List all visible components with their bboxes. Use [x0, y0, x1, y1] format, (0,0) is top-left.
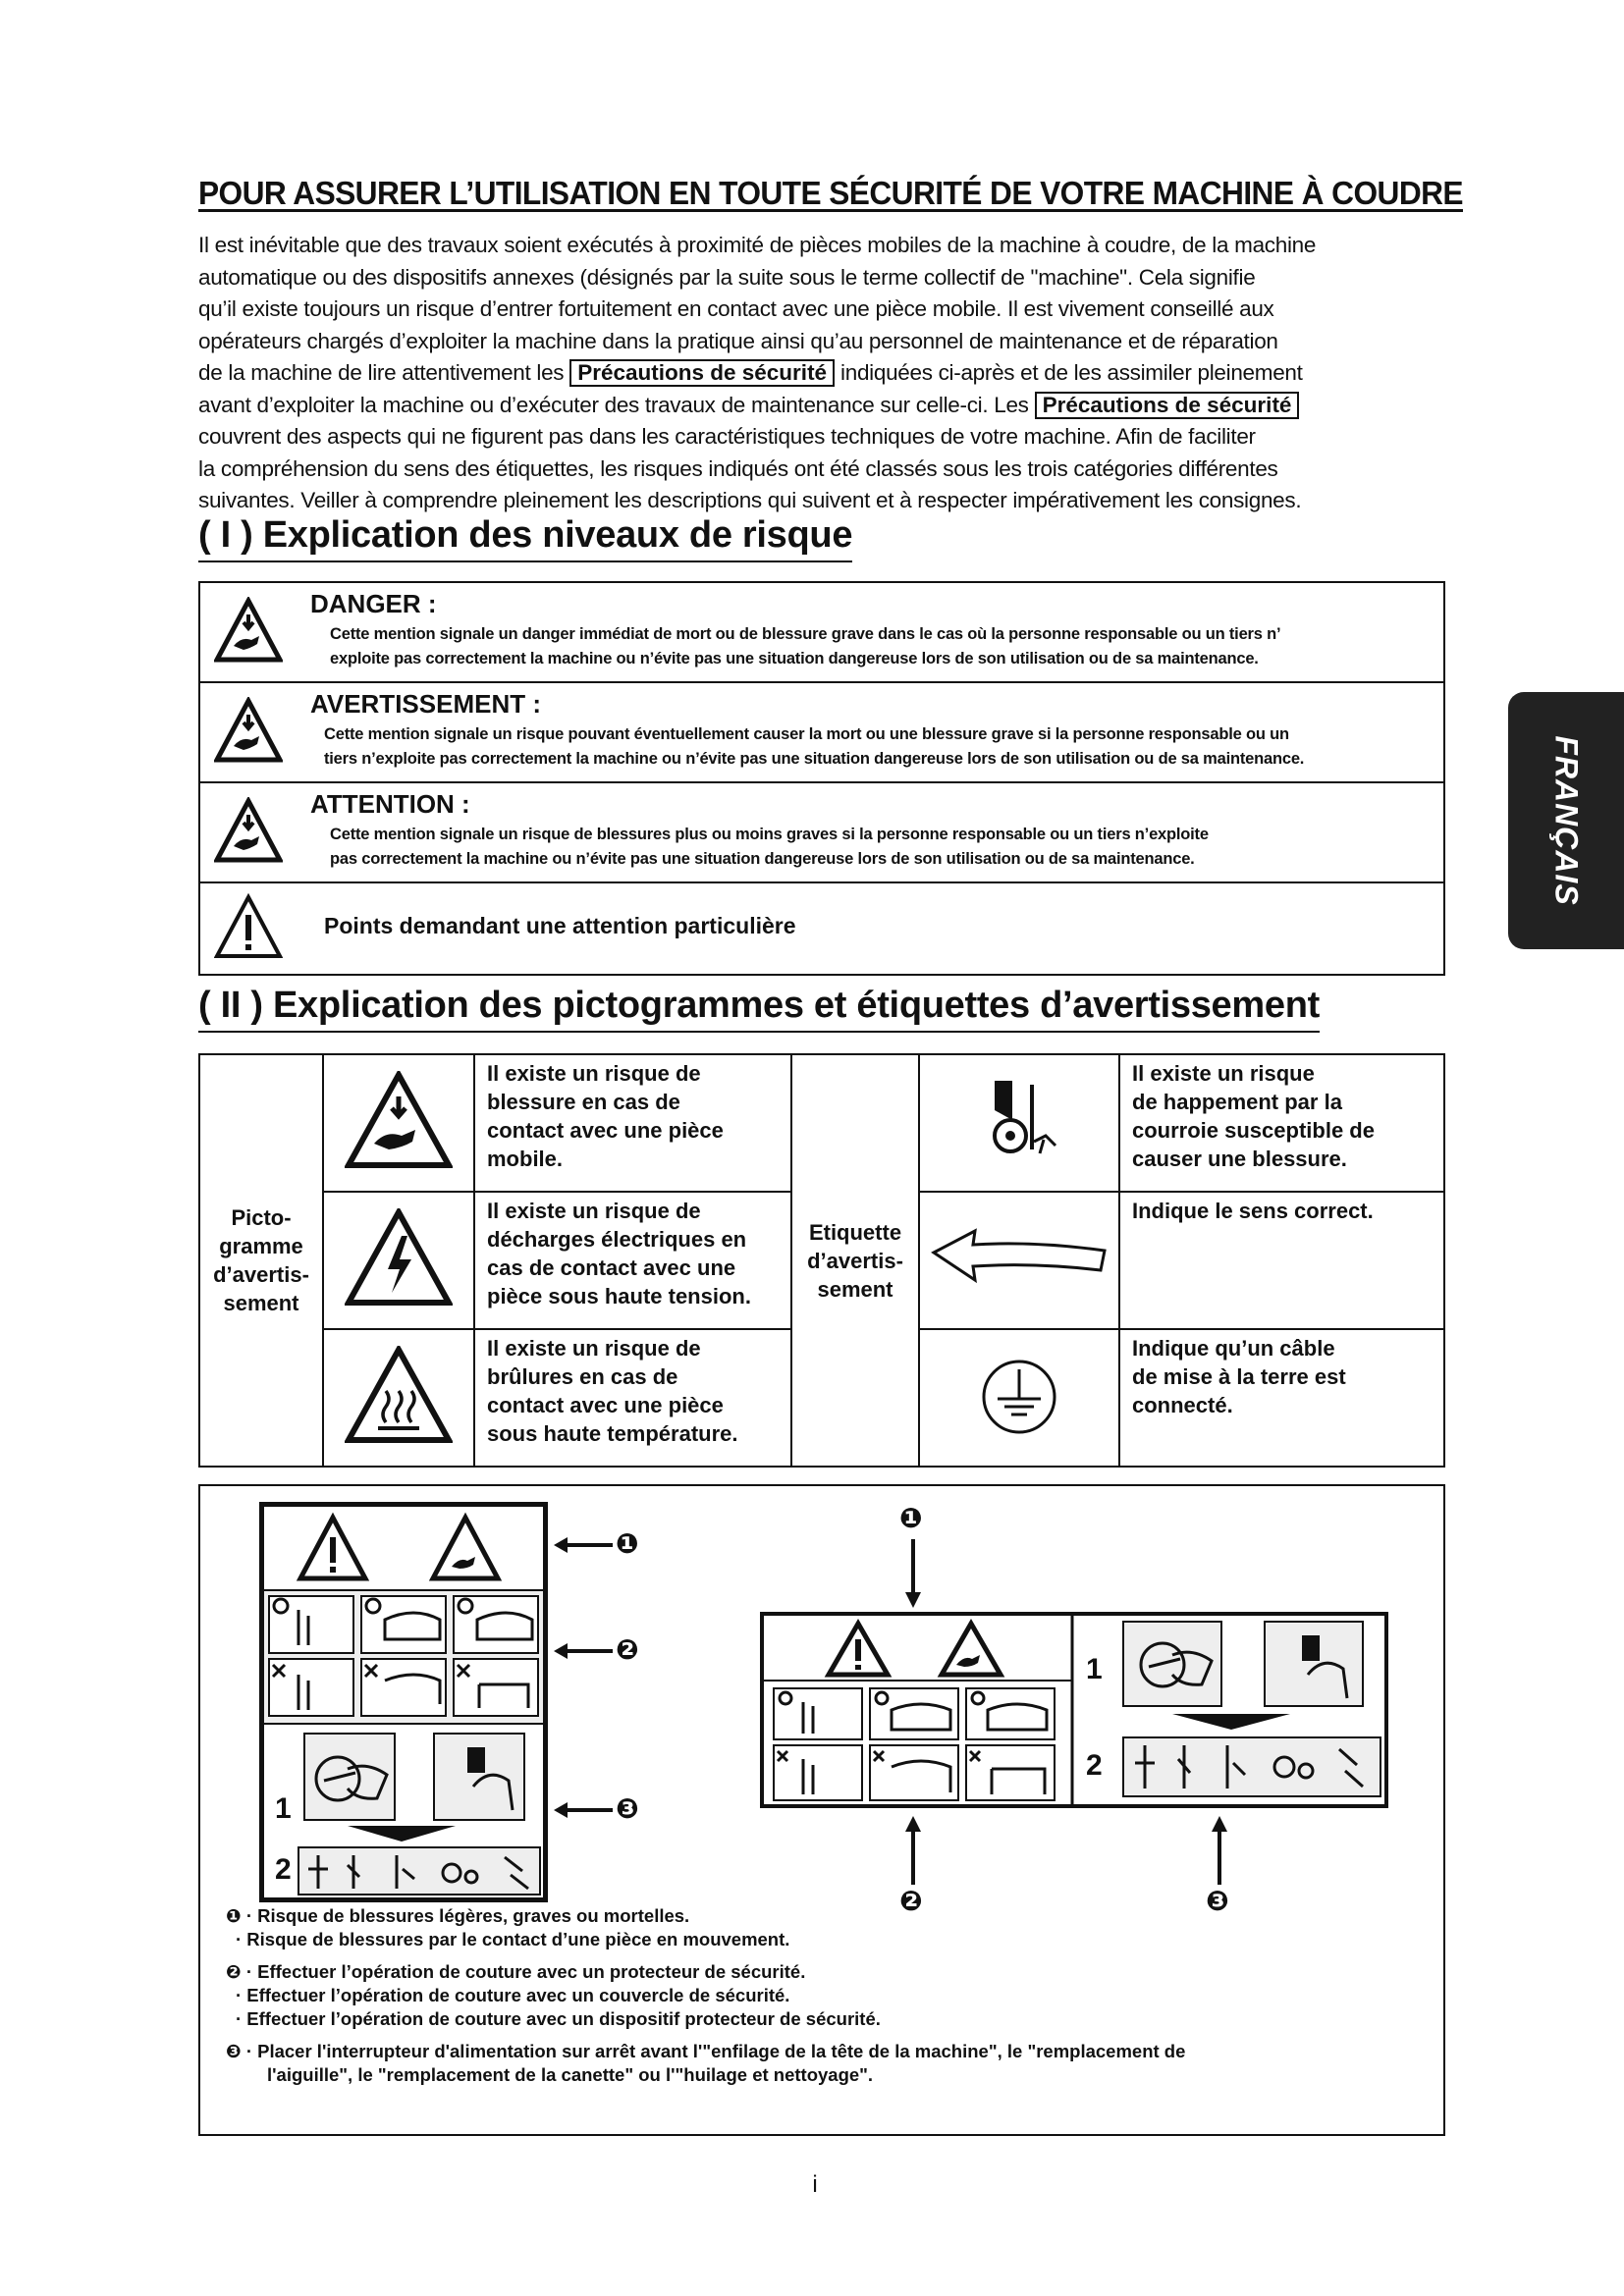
desc-line: sous haute température. — [487, 1421, 738, 1446]
attention-point-text: Points demandant une attention particulière — [324, 913, 796, 938]
intro-line: la compréhension du sens des étiquettes, les risques indiqués ont été classés sous les trois catégories différentes — [198, 455, 1278, 481]
electric-description — [474, 1192, 791, 1329]
intro-line: Il est inévitable que des travaux soient exécutés à proximité de pièces mobiles de la machine à coudre, de la machine — [198, 233, 1317, 257]
section-1-heading — [198, 514, 852, 562]
hand-hazard-warning-icon — [214, 797, 283, 866]
section-2-title: Explication des pictogrammes et étiquettes d’avertissement — [273, 985, 1320, 1026]
desc-line: Cette mention signale un risque de blessures plus ou moins graves si la personne responsable ou un tiers n’exploite — [330, 826, 1209, 843]
hot-surface-icon — [345, 1346, 453, 1444]
label-line: Picto- — [231, 1205, 292, 1230]
label-line: Etiquette — [808, 1219, 902, 1245]
moving-part-pictogram-cell — [323, 1054, 474, 1192]
callout-3: ❸ — [616, 1793, 639, 1824]
safety-precautions-label: Précautions de sécurité — [1035, 392, 1300, 419]
left-step-2-label: 2 — [275, 1853, 292, 1886]
desc-line: mobile. — [487, 1147, 564, 1171]
risk-levels-box — [198, 581, 1445, 976]
desc-line: Indique le sens correct. — [1132, 1199, 1374, 1223]
right-step-1-label: 1 — [1086, 1653, 1103, 1685]
belt-entanglement-icon — [965, 1071, 1073, 1169]
intro-line — [198, 357, 1445, 390]
desc-line: brûlures en cas de — [487, 1364, 678, 1389]
intro-line: opérateurs chargés d’exploiter la machine dans la pratique ainsi qu’au personnel de maintenance et de réparation — [198, 328, 1278, 353]
warning-description — [324, 722, 1424, 772]
warning-label-label — [791, 1054, 919, 1467]
danger-description — [330, 622, 1430, 671]
caution-description — [330, 823, 1430, 872]
high-voltage-icon — [345, 1208, 453, 1307]
intro-paragraph — [198, 230, 1445, 517]
intro-line — [198, 390, 1445, 422]
desc-line: pièce sous haute tension. — [487, 1284, 751, 1308]
left-step-1-label: 1 — [275, 1792, 292, 1825]
intro-line: couvrent des aspects qui ne figurent pas dans les caractéristiques techniques de votre machine. Afin de faciliter — [198, 424, 1256, 449]
desc-line: exploite pas correctement la machine ou n’évite pas une situation dangereuse lors de son utilisation ou de sa maintenance. — [330, 650, 1259, 667]
hand-hazard-warning-icon — [214, 697, 283, 766]
desc-line: décharges électriques en — [487, 1227, 747, 1252]
electric-pictogram-cell — [323, 1192, 474, 1329]
callout-1: ❶ — [899, 1503, 923, 1533]
ground-label-cell — [919, 1329, 1119, 1467]
note-marker: ❸ — [226, 2041, 242, 2061]
label-line: sement — [817, 1276, 893, 1302]
ground-icon — [965, 1346, 1073, 1444]
note-line — [226, 1904, 1424, 1928]
danger-heading: DANGER : — [310, 589, 437, 618]
callout-2: ❷ — [616, 1634, 639, 1665]
page-number: i — [812, 2171, 818, 2198]
language-tab — [1508, 692, 1624, 949]
arrow-left-icon — [554, 1641, 613, 1661]
callout-3: ❸ — [1206, 1886, 1229, 1916]
belt-description — [1119, 1054, 1444, 1192]
section-1-title: Explication des niveaux de risque — [262, 514, 853, 556]
pictogram-table — [198, 1053, 1445, 1468]
warning-heading: AVERTISSEMENT : — [310, 689, 541, 719]
page-title: POUR ASSURER L’UTILISATION EN TOUTE SÉCURITÉ DE VOTRE MACHINE À COUDRE — [198, 175, 1463, 211]
note-text: · Effectuer l’opération de couture avec un protecteur de sécurité. — [245, 1961, 806, 1982]
heat-pictogram-cell — [323, 1329, 474, 1467]
note-marker: ❶ — [226, 1905, 242, 1926]
callout-1: ❶ — [616, 1528, 639, 1559]
note-line — [226, 1960, 1424, 1984]
risk-level-danger — [200, 583, 1443, 683]
moving-part-description — [474, 1054, 791, 1192]
ground-description — [1119, 1329, 1444, 1467]
section-2-heading — [198, 985, 1320, 1033]
belt-label-cell — [919, 1054, 1119, 1192]
intro-text: de la machine de lire attentivement les — [198, 360, 565, 385]
note-text: · Risque de blessures légères, graves ou mortelles. — [245, 1905, 690, 1926]
desc-line: de mise à la terre est — [1132, 1364, 1346, 1389]
exclamation-warning-icon — [214, 893, 283, 962]
arrow-up-icon — [903, 1816, 923, 1885]
note-line — [226, 2007, 1424, 2031]
arrow-left-icon — [554, 1535, 613, 1555]
label-line: d’avertis- — [213, 1262, 309, 1287]
intro-text: avant d’exploiter la machine ou d’exécuter des travaux de maintenance sur celle-ci. Les — [198, 392, 1029, 417]
arrow-down-icon — [903, 1539, 923, 1608]
note-marker: ❷ — [226, 1961, 242, 1982]
section-1-number: ( I ) — [198, 514, 253, 556]
diagram-notes — [226, 1904, 1424, 2087]
direction-arrow-icon — [926, 1223, 1112, 1292]
moving-part-hazard-icon — [345, 1071, 453, 1169]
intro-line: suivantes. Veiller à comprendre pleinement les descriptions qui suivent et à respecter impérativement les consignes. — [198, 488, 1302, 512]
risk-level-warning — [200, 683, 1443, 783]
heat-description — [474, 1329, 791, 1467]
warning-label-diagram — [198, 1484, 1445, 2136]
desc-line: Cette mention signale un risque pouvant éventuellement causer la mort ou une blessure grave si la personne responsable ou un — [324, 725, 1289, 743]
desc-line: cas de contact avec une — [487, 1255, 736, 1280]
section-2-number: ( II ) — [198, 985, 263, 1026]
desc-line: pas correctement la machine ou n’évite pas une situation dangereuse lors de son utilisation ou de sa maintenance. — [330, 850, 1195, 868]
note-text: · Placer l'interrupteur d'alimentation sur arrêt avant l'"enfilage de la tête de la machine", le "remplacement de — [245, 2041, 1186, 2061]
warning-label-right-illustration — [760, 1612, 1388, 1808]
direction-description — [1119, 1192, 1444, 1329]
arrow-left-icon — [554, 1800, 613, 1820]
caution-heading: ATTENTION : — [310, 789, 470, 819]
note-text: · Effectuer l’opération de couture avec un dispositif protecteur de sécurité. — [236, 2008, 881, 2029]
hand-hazard-warning-icon — [214, 597, 283, 666]
desc-line: tiers n’exploite pas correctement la machine ou n’évite pas une situation dangereuse lors de son utilisation ou de sa maintenance. — [324, 750, 1305, 768]
direction-label-cell — [919, 1192, 1119, 1329]
risk-level-attention-point — [200, 883, 1443, 976]
language-tab-label: FRANÇAIS — [1548, 735, 1585, 906]
desc-line: Il existe un risque de — [487, 1336, 701, 1361]
desc-line: connecté. — [1132, 1393, 1233, 1417]
right-step-2-label: 2 — [1086, 1749, 1103, 1782]
note-text: l'aiguille", le "remplacement de la canette" ou l'"huilage et nettoyage". — [267, 2064, 874, 2085]
note-line — [226, 2040, 1424, 2063]
callout-2: ❷ — [899, 1886, 923, 1916]
desc-line: Il existe un risque de — [487, 1199, 701, 1223]
note-text: · Effectuer l’opération de couture avec un couvercle de sécurité. — [236, 1985, 790, 2005]
note-text: · Risque de blessures par le contact d’une pièce en mouvement. — [236, 1929, 790, 1949]
pictogram-label — [199, 1054, 323, 1467]
desc-line: de happement par la — [1132, 1090, 1342, 1114]
safety-precautions-label: Précautions de sécurité — [569, 359, 835, 387]
label-line: d’avertis- — [807, 1248, 903, 1273]
desc-line: Il existe un risque de — [487, 1061, 701, 1086]
note-line — [226, 1984, 1424, 2007]
desc-line: Il existe un risque — [1132, 1061, 1315, 1086]
arrow-up-icon — [1210, 1816, 1229, 1885]
desc-line: Cette mention signale un danger immédiat de mort ou de blessure grave dans le cas où la personne responsable ou un tiers n’ — [330, 625, 1281, 643]
desc-line: causer une blessure. — [1132, 1147, 1347, 1171]
note-line — [226, 2063, 1424, 2087]
note-line — [226, 1928, 1424, 1951]
intro-line: automatique ou des dispositifs annexes (désignés par la suite sous le terme collectif de "machine". Cela signifie — [198, 264, 1256, 290]
desc-line: contact avec une pièce — [487, 1393, 724, 1417]
desc-line: contact avec une pièce — [487, 1118, 724, 1143]
intro-line: qu’il existe toujours un risque d’entrer fortuitement en contact avec une pièce mobile. Il est vivement conseillé aux — [198, 296, 1274, 321]
risk-level-caution — [200, 783, 1443, 883]
warning-label-left-illustration — [259, 1502, 564, 1904]
intro-text: indiquées ci-après et de les assimiler pleinement — [840, 360, 1303, 385]
label-line: gramme — [219, 1234, 303, 1258]
desc-line: Indique qu’un câble — [1132, 1336, 1335, 1361]
label-line: sement — [223, 1291, 299, 1315]
desc-line: courroie susceptible de — [1132, 1118, 1375, 1143]
desc-line: blessure en cas de — [487, 1090, 680, 1114]
